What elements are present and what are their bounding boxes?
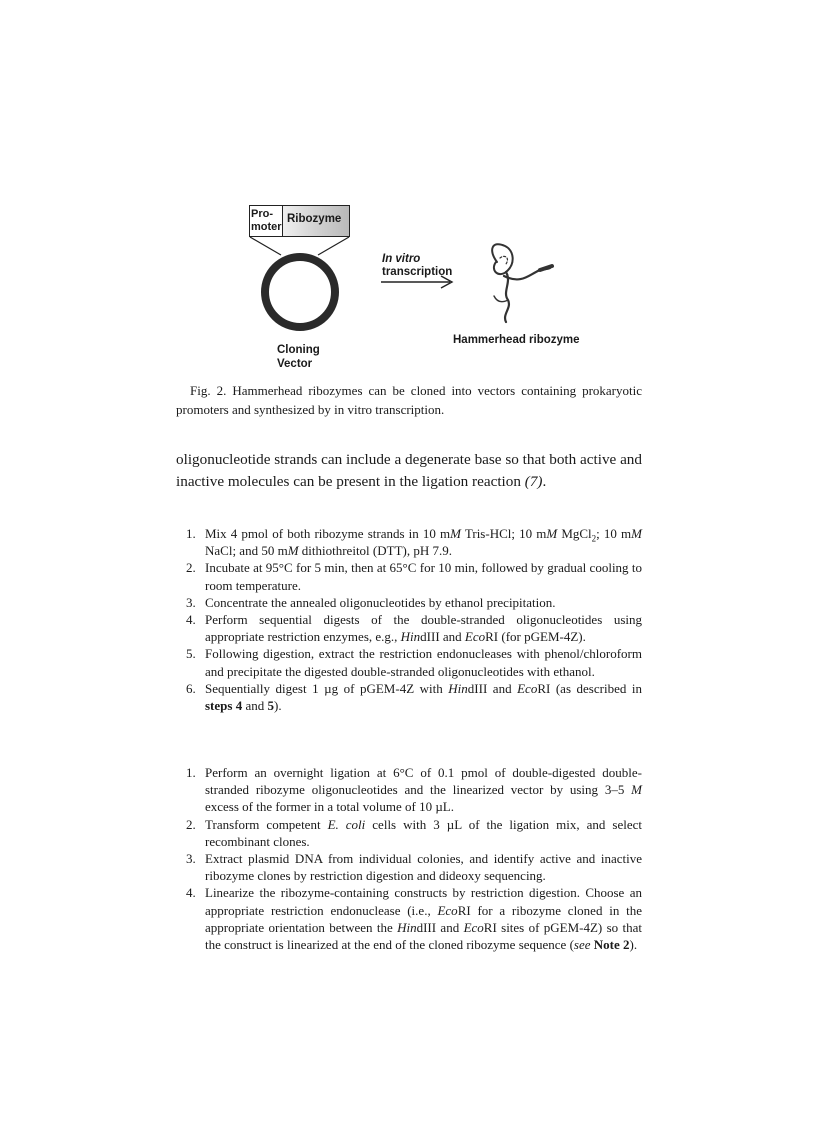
step-number: 4.: [186, 612, 196, 628]
enzyme-name-italic: Hin: [400, 629, 421, 645]
step-text: Linearize the ribozyme-containing constructs by restriction digestion. Choose an appropriate restriction endonuclease (i.e.,: [205, 885, 642, 918]
step-number: 6.: [186, 680, 196, 696]
list-item: [176, 816, 642, 850]
note-reference: Note 2: [593, 937, 630, 953]
organism-name-italic: E. coli: [327, 816, 366, 832]
body-paragraph: [176, 449, 642, 492]
body-text-end: .: [542, 472, 547, 490]
cloning-vector-ring: [265, 257, 335, 327]
list-item: [176, 611, 642, 645]
promoter-box: [249, 205, 283, 237]
enzyme-name-italic: Hin: [397, 919, 417, 935]
step-reference: 5: [267, 698, 274, 714]
enzyme-name-italic: Eco: [464, 629, 486, 645]
step-reference: steps 4: [205, 698, 243, 714]
step-text: dithiothreitol (DTT), pH 7.9.: [298, 543, 452, 559]
step-text: RI sites of pGEM-4Z) so that the construct is linearized at the end of the cloned ribozyme sequence (: [205, 919, 643, 953]
list-item: [176, 850, 642, 884]
step-number: 1.: [186, 526, 196, 541]
arrow-label-in-vitro: In vitro: [382, 253, 421, 265]
step-text: dIII and: [416, 919, 464, 935]
ligation-steps-list: [176, 764, 642, 953]
step-text: Perform sequential digests of the double-stranded oligonucleotides using appropriate restriction enzymes, e.g.,: [205, 612, 642, 645]
step-text: NaCl; and 50 m: [205, 543, 288, 559]
figure-2: [0, 0, 816, 380]
step-number: 4.: [186, 885, 196, 901]
step-number: 2.: [186, 560, 196, 576]
step-text: Sequentially digest 1 µg of pGEM-4Z with: [205, 680, 449, 696]
enzyme-name-italic: Eco: [517, 680, 538, 696]
insert-connector-left: [250, 237, 281, 255]
list-item: [176, 764, 642, 816]
step-text: dIII and: [420, 629, 465, 645]
subscript: 2: [591, 533, 597, 544]
step-number: 1.: [186, 765, 196, 780]
list-item: [176, 645, 642, 679]
step-text: and: [242, 698, 268, 714]
step-text: RI for a ribozyme cloned in the appropriate orientation between the: [205, 902, 642, 935]
annealing-steps-list: [176, 525, 642, 714]
figure-drawing: [0, 0, 816, 380]
step-text: RI (as described in: [537, 680, 642, 696]
hammerhead-ribozyme-structure: [492, 244, 552, 322]
body-text: oligonucleotide strands can include a degenerate base so that both active and inactive molecules can be present in the ligation reaction: [176, 451, 642, 490]
list-item: [176, 559, 642, 593]
step-number: 3.: [186, 594, 196, 610]
insert-connector-right: [318, 237, 349, 255]
step-number: 5.: [186, 646, 196, 662]
enzyme-name-italic: Eco: [437, 902, 458, 918]
step-text: Tris-HCl; 10 m: [460, 526, 547, 541]
citation-ref: (7): [524, 472, 543, 490]
step-text: Following digestion, extract the restriction endonucleases with phenol/chloroform and precipitate the digested double-stranded oligonucleotides with ethanol.: [205, 646, 642, 679]
see-italic: see: [573, 937, 591, 953]
step-text: Transform competent: [205, 816, 328, 832]
list-item: [176, 525, 642, 559]
unit-molar: M: [450, 526, 461, 541]
step-text: ).: [273, 698, 282, 714]
step-text: dIII and: [467, 680, 518, 696]
unit-molar: M: [287, 543, 299, 559]
step-text: Incubate at 95°C for 5 min, then at 65°C for 10 min, followed by gradual cooling to room temperature.: [205, 560, 642, 593]
ribozyme-insert-box: [282, 205, 350, 237]
product-label-hammerhead-ribozyme: Hammerhead ribozyme: [453, 334, 580, 346]
step-text: Extract plasmid DNA from individual colonies, and identify active and inactive ribozyme clones by restriction digestion and dideoxy sequencing.: [205, 851, 642, 884]
step-text: Mix 4 pmol of both ribozyme strands in 10 m: [205, 526, 451, 541]
step-text: MgCl: [557, 526, 592, 541]
list-item: [176, 884, 642, 953]
enzyme-name-italic: Hin: [448, 680, 468, 696]
ribozyme-insert-label: Ribozyme: [287, 213, 342, 225]
step-text: Perform an overnight ligation at 6°C of 0.1 pmol of double-digested double-stranded ribozyme oligonucleotides and the linearized vector by using 3–5: [205, 765, 642, 798]
step-text: ; 10 m: [596, 526, 632, 541]
unit-molar: M: [631, 782, 642, 798]
list-item: [176, 594, 642, 611]
step-text: excess of the former in a total volume of 10 µL.: [205, 799, 454, 815]
figure-caption: Fig. 2. Hammerhead ribozymes can be cloned into vectors containing prokaryotic promoters and synthesized by in vitro transcription.: [176, 383, 642, 417]
list-item: [176, 680, 642, 714]
step-number: 2.: [186, 816, 196, 832]
unit-molar: M: [631, 526, 642, 541]
step-number: 3.: [186, 851, 196, 867]
promoter-label-line1: Pro-: [251, 208, 273, 220]
vector-label-cloning: Cloning: [277, 344, 320, 356]
vector-label-vector: Vector: [277, 358, 313, 370]
step-text: Concentrate the annealed oligonucleotides by ethanol precipitation.: [205, 594, 556, 610]
promoter-label-line2: moter: [251, 221, 282, 233]
enzyme-name-italic: Eco: [463, 919, 484, 935]
step-text: RI (for pGEM-4Z).: [485, 629, 586, 645]
arrow-label-transcription: transcription: [382, 266, 453, 278]
unit-molar: M: [546, 526, 558, 541]
step-text: cells with 3 µL of the ligation mix, and select recombinant clones.: [205, 816, 643, 849]
step-text: ).: [629, 937, 638, 953]
